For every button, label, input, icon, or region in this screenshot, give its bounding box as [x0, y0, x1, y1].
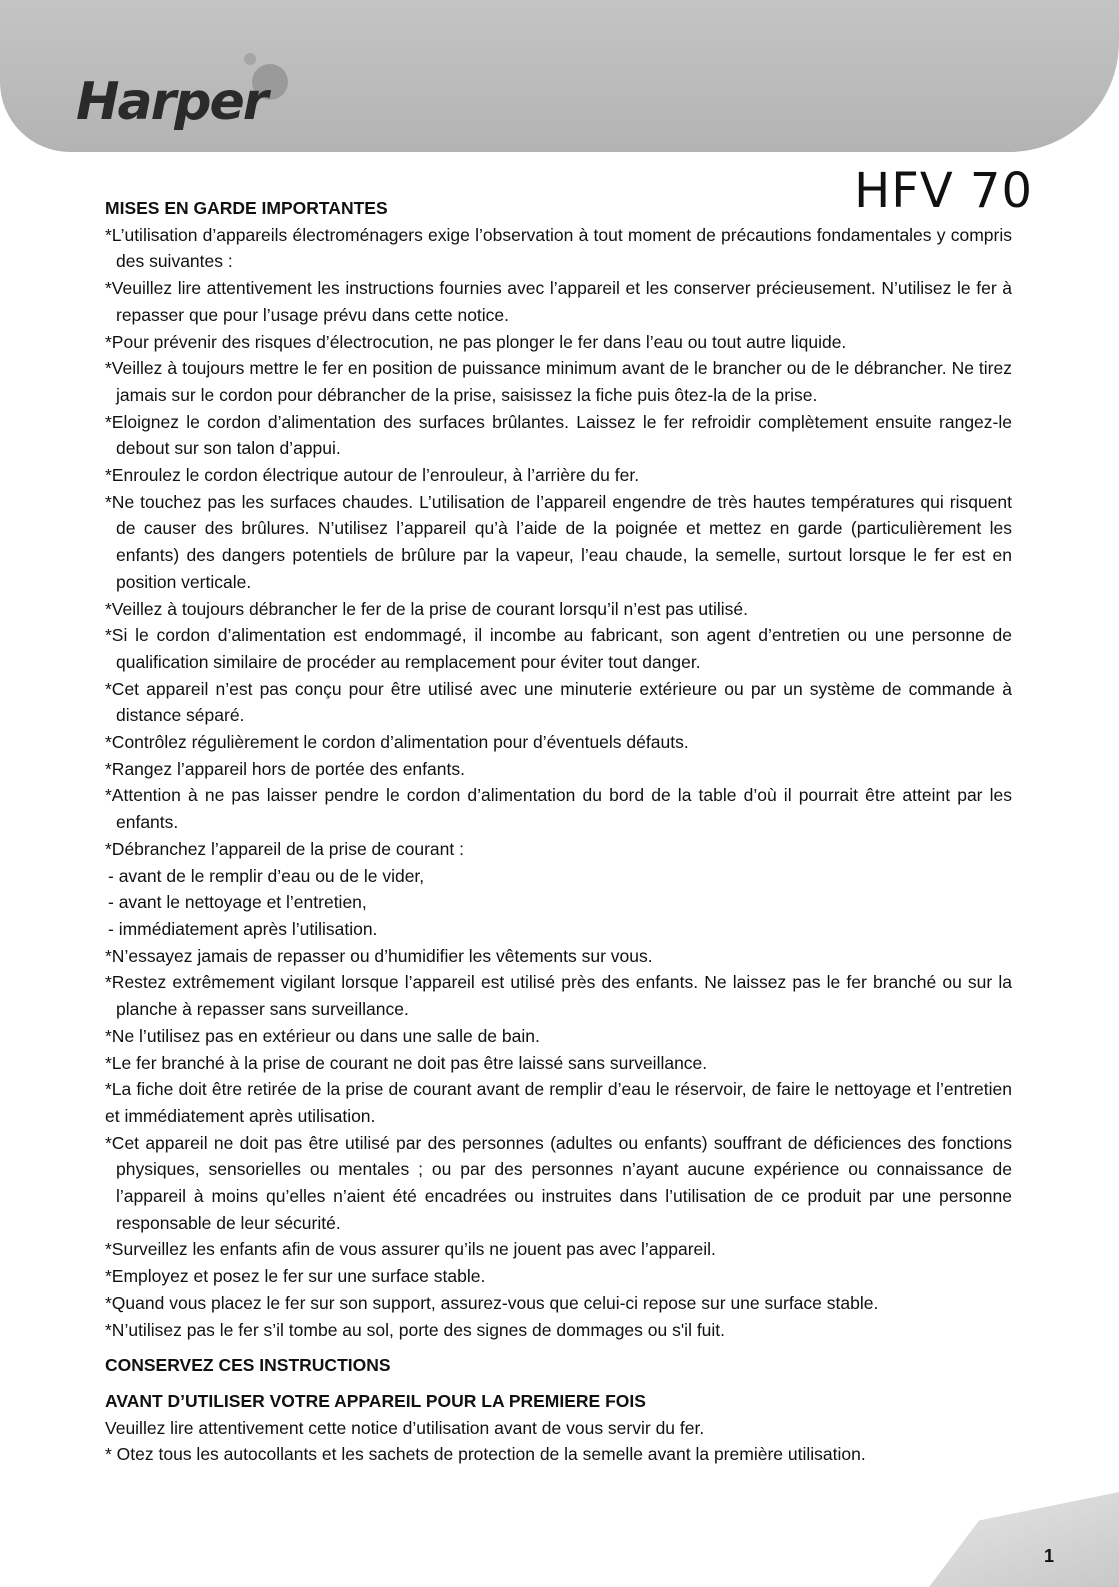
list-item: *Quand vous placez le fer sur son support, assurez-vous que celui-ci repose sur une surface stable. — [105, 1292, 879, 1313]
list-item: *Eloignez le cordon d’alimentation des surfaces brûlantes. Laissez le fer refroidir complètement ensuite rangez-le debout sur son talon d’appui. — [105, 411, 1012, 459]
first-use-text: Veuillez lire attentivement cette notice d’utilisation avant de vous servir du fer. — [105, 1417, 705, 1438]
warnings-list — [105, 222, 1012, 1344]
section-title-warnings: MISES EN GARDE IMPORTANTES — [105, 198, 388, 218]
list-item: *Veuillez lire attentivement les instructions fournies avec l’appareil et les conserver précieusement. N’utilisez le fer à repasser que pour l’usage prévu dans cette notice. — [105, 278, 1012, 325]
list-item: *L’utilisation d’appareils électroménagers exige l’observation à tout moment de précautions fondamentales y compris des suivantes : — [105, 224, 1012, 272]
list-item: *N’essayez jamais de repasser ou d’humidifier les vêtements sur vous. — [105, 945, 653, 966]
document-body — [105, 195, 1012, 1468]
list-item: *Cet appareil n’est pas conçu pour être utilisé avec une minuterie extérieure ou par un système de commande à distance séparé. — [105, 678, 1012, 726]
list-item: *Contrôlez régulièrement le cordon d’alimentation pour d’éventuels défauts. — [105, 732, 689, 753]
list-item: *Attention à ne pas laisser pendre le cordon d’alimentation du bord de la table d’où il pourrait être atteint par les enfants. — [105, 785, 1012, 833]
list-item: *Ne touchez pas les surfaces chaudes. L’utilisation de l’appareil engendre de très hautes températures qui risquent de causer des brûlures. N’utilisez l’appareil qu’à l’aide de la poignée et mettez en garde (particulièrement les enfants) des dangers potentiels de brûlure par la vapeur, l’eau chaude, la semelle, surtout lorsque le fer est en position verticale. — [105, 491, 1012, 592]
list-item: *Ne l’utilisez pas en extérieur ou dans une salle de bain. — [105, 1025, 540, 1046]
list-item: *Le fer branché à la prise de courant ne doit pas être laissé sans surveillance. — [105, 1052, 708, 1073]
list-item: *Pour prévenir des risques d’électrocution, ne pas plonger le fer dans l’eau ou tout autre liquide. — [105, 331, 847, 352]
list-item: *La fiche doit être retirée de la prise de courant avant de remplir d’eau le réservoir, de faire le nettoyage et l’entretien et immédiatement après utilisation. — [105, 1079, 1012, 1126]
page-number: 1 — [1043, 1546, 1054, 1566]
model-name: HFV 70 — [854, 163, 1033, 219]
sub-list-item: - immédiatement après l’utilisation. — [108, 918, 378, 939]
list-item: *Veillez à toujours mettre le fer en position de puissance minimum avant de le brancher ou de le débrancher. Ne tirez jamais sur le cordon pour débrancher de la prise, saisissez la fiche puis ôtez-la de la prise. — [105, 358, 1012, 405]
list-item: *Rangez l’appareil hors de portée des enfants. — [105, 758, 465, 779]
list-item: *Employez et posez le fer sur une surface stable. — [105, 1266, 486, 1287]
list-item: *Surveillez les enfants afin de vous assurer qu’ils ne jouent pas avec l’appareil. — [105, 1239, 716, 1260]
first-use-item: * Otez tous les autocollants et les sachets de protection de la semelle avant la première utilisation. — [105, 1444, 866, 1465]
list-item: *Enroulez le cordon électrique autour de l’enrouleur, à l’arrière du fer. — [105, 465, 640, 486]
list-item: *Cet appareil ne doit pas être utilisé par des personnes (adultes ou enfants) souffrant de déficiences des fonctions physiques, sensorielles ou mentales ; ou par des personnes n’ayant aucune expérience ou connaissance de l’appareil à moins qu’elles n’aient été encadrées ou instruites dans l’utilisation de ce produit par une personne responsable de leur sécurité. — [105, 1132, 1012, 1233]
section-title-first-use: AVANT D’UTILISER VOTRE APPAREIL POUR LA PREMIERE FOIS — [105, 1390, 646, 1411]
sub-list-item: - avant le nettoyage et l’entretien, — [108, 892, 367, 913]
brand-logo: Harper — [76, 72, 267, 132]
logo-dot-small — [244, 53, 256, 65]
list-item: *Restez extrêmement vigilant lorsque l’appareil est utilisé près des enfants. Ne laissez pas le fer branché ou sur la planche à repasser sans surveillance. — [105, 972, 1012, 1020]
list-item: *N’utilisez pas le fer s’il tombe au sol, porte des signes de dommages ou s'il fuit. — [105, 1319, 726, 1340]
page-corner-decoration — [919, 1492, 1119, 1587]
list-item: *Débranchez l’appareil de la prise de courant : — [105, 838, 464, 859]
sub-list-item: - avant de le remplir d’eau ou de le vider, — [108, 865, 425, 886]
list-item: *Veillez à toujours débrancher le fer de la prise de courant lorsqu’il n’est pas utilisé. — [105, 598, 748, 619]
section-title-keep-instructions: CONSERVEZ CES INSTRUCTIONS — [105, 1355, 391, 1376]
list-item: *Si le cordon d’alimentation est endommagé, il incombe au fabricant, son agent d’entretien ou une personne de qualification similaire de procéder au remplacement pour éviter tout danger. — [105, 625, 1012, 672]
